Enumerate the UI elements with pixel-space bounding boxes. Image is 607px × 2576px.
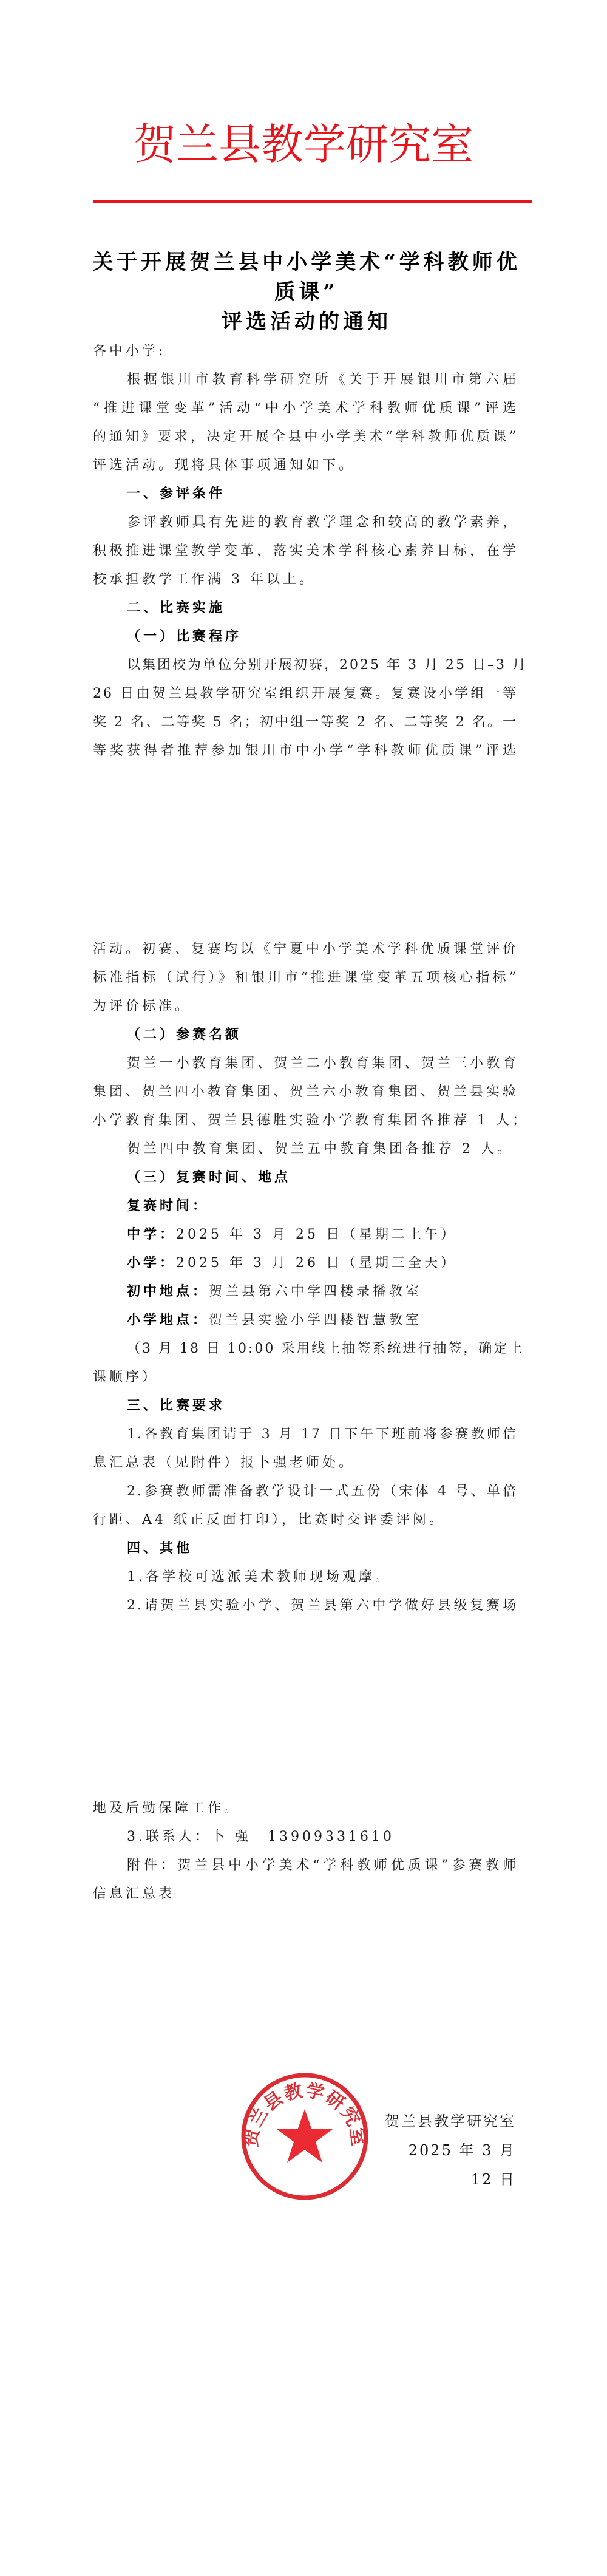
field-value: 2025 年 3 月 26 日（星期三全天）	[176, 1256, 457, 1271]
labeled-line	[93, 1220, 518, 1249]
paragraph-line: 为评价标准。	[93, 999, 192, 1014]
body-page-2	[93, 935, 529, 1620]
section-heading: （三）复赛时间、地点	[127, 1169, 291, 1185]
paragraph-line: 26 日由贺兰县教学研究室组织开展复赛。复赛设小学组一等	[93, 686, 518, 701]
official-seal-icon	[240, 2071, 370, 2201]
section-heading: （二）参赛名额	[127, 1027, 242, 1042]
paragraph-line: 课顺序）	[93, 1370, 159, 1385]
red-divider	[93, 200, 532, 203]
document-title	[85, 248, 528, 337]
paragraph-line: 小学教育集团、贺兰县德胜实验小学教育集团各推荐 1 人；	[93, 1113, 529, 1128]
paragraph-line: 2.参赛教师需准备教学设计一式五份（宋体 4 号、单倍	[127, 1484, 518, 1499]
labeled-line	[93, 1306, 518, 1334]
section-heading: 一、参评条件	[127, 486, 226, 501]
paragraph-line: 行距、A4 纸正反面打印），比赛时交评委评阅。	[93, 1512, 446, 1528]
paragraph-line: 1.各教育集团请于 3 月 17 日下午下班前将参赛教师信	[127, 1427, 518, 1442]
paragraph-line: 2.请贺兰县实验小学、贺兰县第六中学做好县级复赛场	[127, 1598, 518, 1613]
organization-header: 贺兰县教学研究室	[134, 120, 473, 169]
signature-block	[382, 2107, 516, 2194]
paragraph-line: 标准指标（试行）》和银川市“推进课堂变革五项核心指标”	[93, 970, 518, 985]
paragraph-line: 根据银川市教育科学研究所《关于开展银川市第六届	[127, 372, 518, 387]
paragraph-line: 集团、贺兰四小教育集团、贺兰六小教育集团、贺兰县实验	[93, 1084, 518, 1099]
paragraph-line: 评选活动。现将具体事项通知如下。	[93, 458, 356, 473]
field-label: 中学：	[127, 1226, 177, 1242]
section-heading: 三、比赛要求	[127, 1398, 226, 1413]
document-title-line-2: 评选活动的通知	[222, 310, 392, 334]
field-label: 小学地点：	[127, 1312, 209, 1328]
paragraph-line: 附件：贺兰县中小学美术“学科教师优质课”参赛教师	[127, 1858, 518, 1873]
paragraph-line: 各中小学:	[93, 344, 166, 359]
field-label: 初中地点：	[127, 1283, 209, 1299]
signature-organization: 贺兰县教学研究室	[385, 2113, 516, 2130]
section-heading: 四、其他	[127, 1540, 193, 1556]
body-page-3	[93, 1794, 518, 1908]
section-heading: 复赛时间：	[127, 1198, 209, 1214]
paragraph-line: “推进课堂变革”活动“中小学美术学科教师优质课”评选	[93, 401, 518, 416]
field-value: 贺兰县第六中学四楼录播教室	[209, 1284, 422, 1299]
paragraph-line: 3.联系人：卜 强 13909331610	[127, 1829, 395, 1844]
paragraph-line: 奖 2 名、二等奖 5 名；初中组一等奖 2 名、二等奖 2 名。一	[93, 715, 518, 730]
paragraph-line: 活动。初赛、复赛均以《宁夏中小学美术学科优质课堂评价	[93, 942, 518, 957]
paragraph-line: （3 月 18 日 10:00 采用线上抽签系统进行抽签，确定上	[127, 1341, 524, 1356]
signature-date: 2025 年 3 月 12 日	[408, 2142, 516, 2188]
labeled-line	[93, 1249, 518, 1277]
document-title-line-1: 关于开展贺兰县中小学美术“学科教师优质课”	[92, 250, 521, 304]
paragraph-line: 1.各学校可选派美术教师现场观摩。	[127, 1569, 392, 1585]
paragraph-line: 参评教师具有先进的教育教学理念和较高的教学素养，	[127, 515, 518, 530]
paragraph-line: 以集团校为单位分别开展初赛，2025 年 3 月 25 日–3 月	[127, 658, 527, 673]
paragraph-line: 积极推进课堂教学变革，落实美术学科核心素养目标，在学	[93, 543, 518, 559]
paragraph-line: 贺兰一小教育集团、贺兰二小教育集团、贺兰三小教育	[127, 1056, 518, 1071]
seal-star-icon	[277, 2109, 333, 2163]
paragraph-line: 息汇总表（见附件）报卜强老师处。	[93, 1455, 356, 1470]
paragraph-line: 的通知》要求，决定开展全县中小学美术“学科教师优质课”	[93, 429, 518, 444]
paragraph-line: 校承担教学工作满 3 年以上。	[93, 572, 316, 587]
paragraph-line: 地及后勤保障工作。	[93, 1801, 241, 1816]
paragraph-line: 信息汇总表	[93, 1886, 175, 1901]
field-value: 贺兰县实验小学四楼智慧教室	[209, 1313, 422, 1328]
svg-text:贺兰县教学研究室: 贺兰县教学研究室	[240, 2079, 370, 2149]
labeled-line	[93, 1277, 518, 1306]
section-heading: （一）比赛程序	[127, 628, 242, 644]
field-label: 小学：	[127, 1255, 177, 1271]
body-page-1	[93, 337, 527, 765]
section-heading: 二、比赛实施	[127, 600, 226, 616]
paragraph-line: 贺兰四中教育集团、贺兰五中教育集团各推荐 2 人。	[127, 1141, 514, 1157]
field-value: 2025 年 3 月 25 日（星期二上午）	[176, 1227, 457, 1242]
paragraph-line: 等奖获得者推荐参加银川市中小学“学科教师优质课”评选	[93, 743, 518, 758]
